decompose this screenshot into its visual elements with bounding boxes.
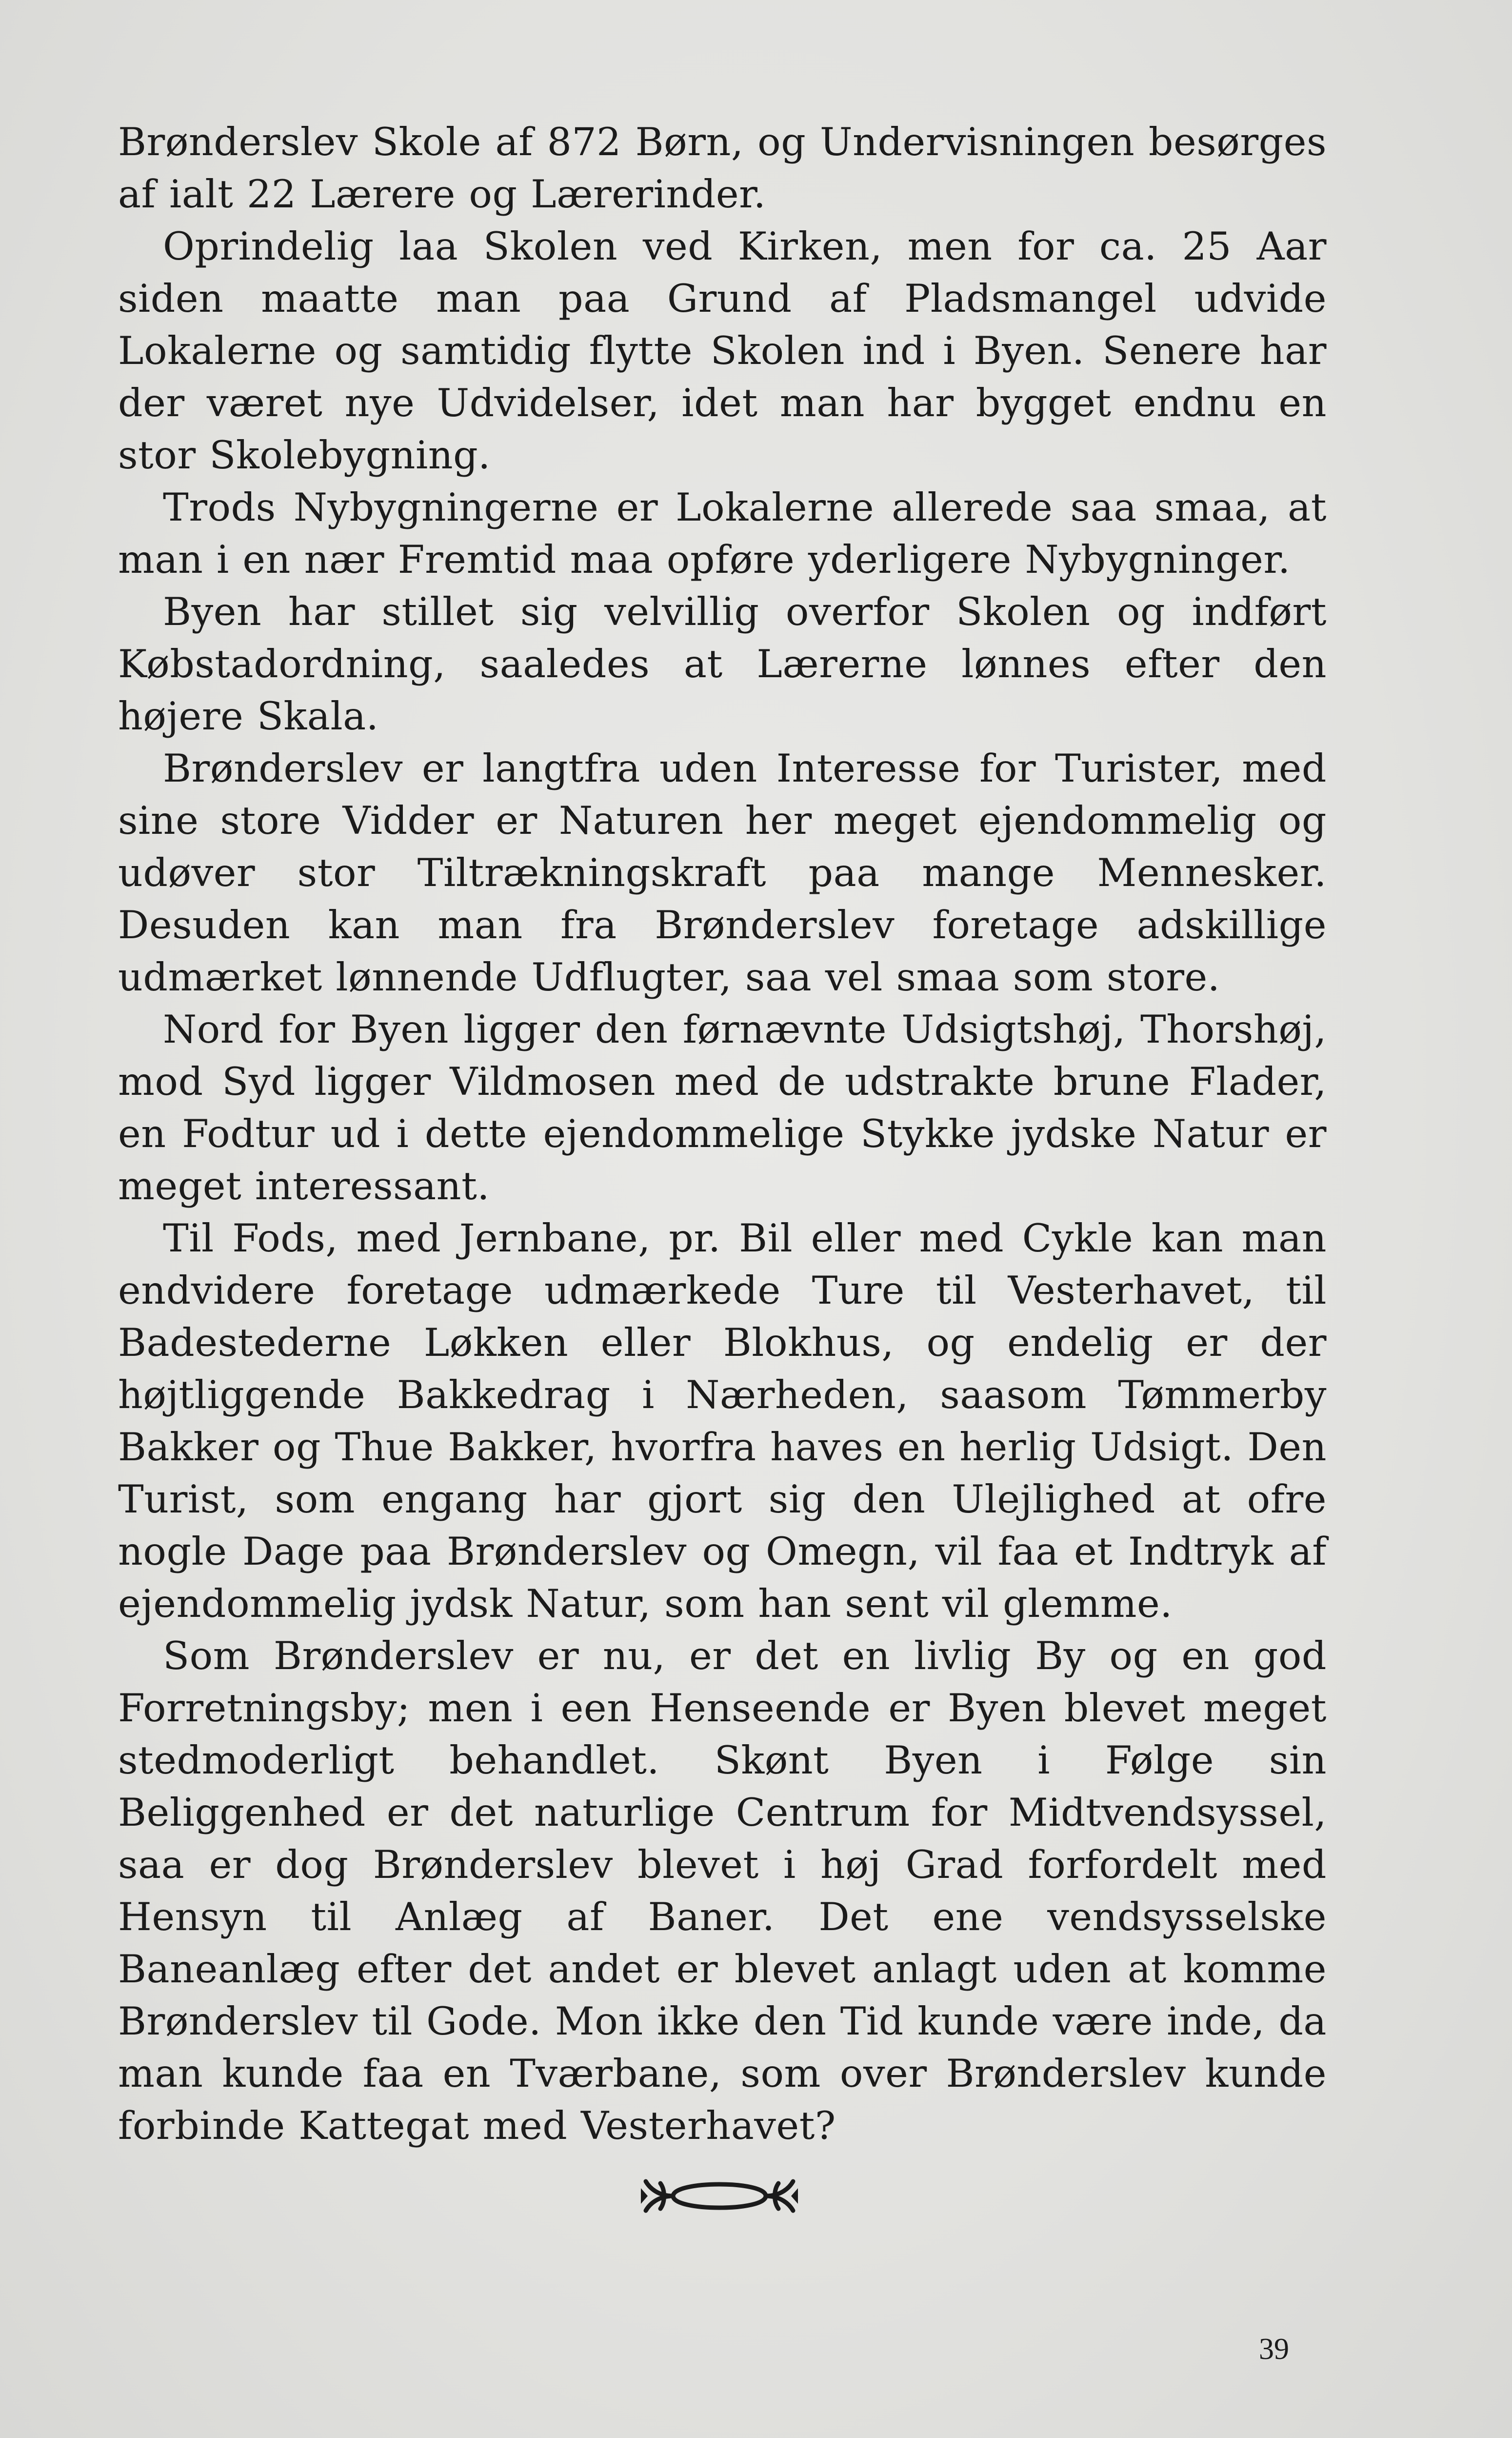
paragraph: Som Brønderslev er nu, er det en livlig By og en god Forretningsby; men i een Henseende er Byen blevet meget stedmoderligt behandlet. Skønt Byen i Følge sin Beliggenhed er det naturlige Centrum for Midtvendsyssel, saa er dog Brønderslev blevet i høj Grad forfordelt med Hensyn til Anlæg af Baner. Det ene vendsysselske Baneanlæg efter det andet er blevet anlagt uden at komme Brønderslev til Gode. Mon ikke den Tid kunde være inde, da man kunde faa en Tværbane, som over Brønderslev kunde forbinde Kattegat med Vesterhavet? — [118, 1633, 1327, 2148]
paragraph: Brønderslev er langtfra uden Interesse for Turister, med sine store Vidder er Naturen her meget ejendommelig og udøver stor Tiltrækningskraft paa mange Mennesker. Desuden kan man fra Brønderslev foretage adskillige udmærket lønnende Udflugter, saa vel smaa som store. — [118, 746, 1327, 1000]
body-text — [118, 116, 1327, 2152]
paragraph: Nord for Byen ligger den førnævnte Udsigtshøj, Thorshøj, mod Syd ligger Vildmosen med de udstrakte brune Flader, en Fodtur ud i dette ejendommelige Stykke jydske Natur er meget interessant. — [118, 1007, 1327, 1209]
paragraph: Trods Nybygningerne er Lokalerne allerede saa smaa, at man i en nær Fremtid maa opføre yderligere Nybygninger. — [118, 485, 1327, 582]
paragraph: Oprindelig laa Skolen ved Kirken, men for ca. 25 Aar siden maatte man paa Grund af Pladsmangel udvide Lokalerne og samtidig flytte Skolen ind i Byen. Senere har der været nye Udvidelser, idet man har bygget endnu en stor Skolebygning. — [118, 224, 1327, 478]
paragraph: Byen har stillet sig velvillig overfor Skolen og indført Købstadordning, saaledes at Lærerne lønnes efter den højere Skala. — [118, 589, 1327, 739]
scroll-ornament-icon — [639, 2174, 800, 2218]
paragraph: Brønderslev Skole af 872 Børn, og Undervisningen besørges af ialt 22 Lærere og Lærerinder. — [118, 120, 1327, 217]
page-number: 39 — [1259, 2333, 1289, 2366]
paragraph: Til Fods, med Jernbane, pr. Bil eller med Cykle kan man endvidere foretage udmærkede Ture til Vesterhavet, til Badestederne Løkken eller Blokhus, og endelig er der højtliggende Bakkedrag i Nærheden, saasom Tømmerby Bakker og Thue Bakker, hvorfra haves en herlig Udsigt. Den Turist, som engang har gjort sig den Ulejlighed at ofre nogle Dage paa Brønderslev og Omegn, vil faa et Indtryk af ejendommelig jydsk Natur, som han sent vil glemme. — [118, 1216, 1327, 1626]
